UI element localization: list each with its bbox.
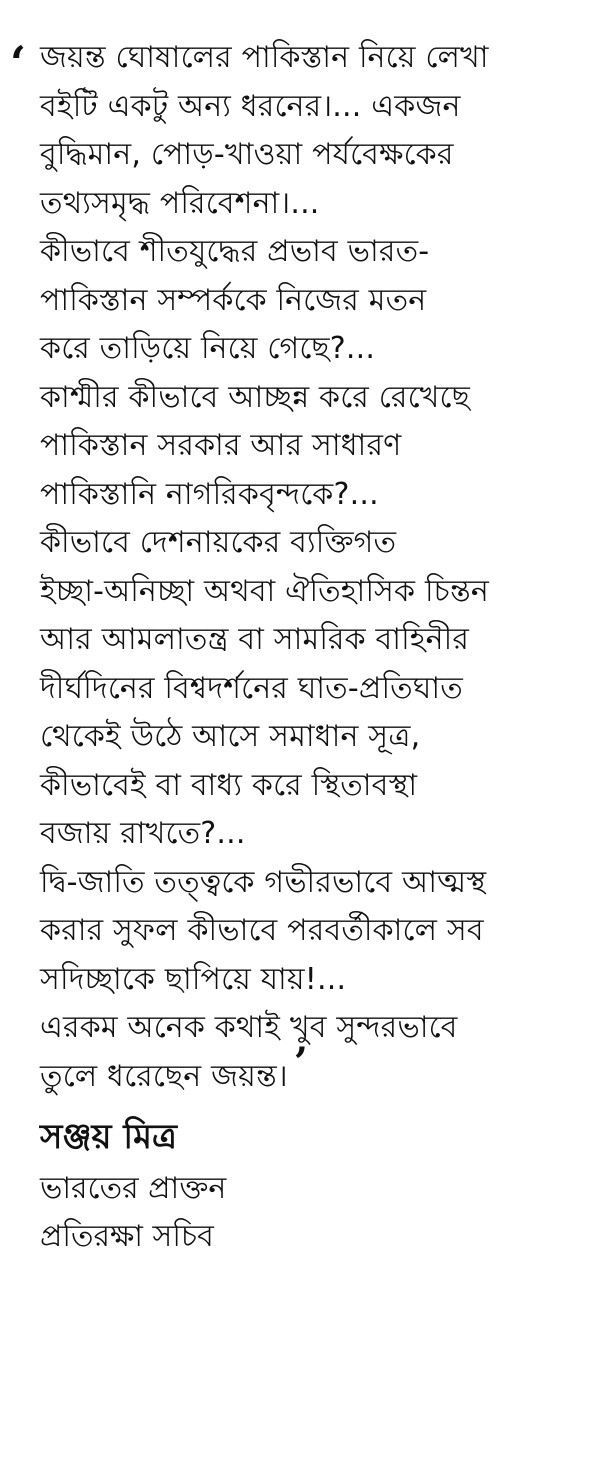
quote-line-6: পাকিস্তান সম্পর্ককে নিজের মতন (40, 282, 427, 318)
quote-line-13: আর আমলাতন্ত্র বা সামরিক বাহিনীর (40, 622, 470, 657)
author-role-line-2: প্রতিরক্ষা সচিব (40, 1219, 214, 1254)
quote-line-16: কীভাবেই বা বাধ্য করে স্থিতাবস্থা (40, 767, 418, 803)
quote-line-1: জয়ন্ত ঘোষালের পাকিস্তান নিয়ে লেখা (40, 40, 489, 75)
quote-line-17: বজায় রাখতে?... (40, 816, 246, 851)
quote-block (10, 34, 594, 1101)
author-name: সঞ্জয় মিত্র (40, 1117, 177, 1157)
quote-line-4: তথ্যসমৃদ্ধ পরিবেশনা।... (40, 185, 320, 221)
quote-line-11: কীভাবে দেশনায়কের ব্যক্তিগত (40, 525, 397, 560)
quote-line-12: ইচ্ছা-অনিচ্ছা অথবা ঐতিহাসিক চিন্তন (40, 573, 489, 609)
closing-quote-mark: ’ (293, 1038, 308, 1086)
quote-line-9: পাকিস্তান সরকার আর সাধারণ (40, 428, 402, 463)
quote-line-10: পাকিস্তানি নাগরিকবৃন্দকে?... (40, 476, 379, 512)
quote-line-3: বুদ্ধিমান, পোড়-খাওয়া পর্যবেক্ষকের (40, 137, 454, 172)
attribution (40, 1109, 594, 1261)
opening-quote-mark: ‘ (10, 36, 27, 90)
quote-line-5: কীভাবে শীতযুদ্ধের প্রভাব ভারত- (40, 234, 430, 269)
quote-line-20: সদিচ্ছাকে ছাপিয়ে যায়!... (40, 961, 347, 997)
quote-line-2: বইটি একটু অন্য ধরনের।... একজন (40, 88, 461, 124)
quote-line-8: কাশ্মীর কীভাবে আচ্ছন্ন করে রেখেছে (40, 379, 470, 415)
author-role-line-1: ভারতের প্রাক্তন (40, 1171, 227, 1206)
quote-line-22 (40, 1038, 594, 1102)
quote-line-14: দীর্ঘদিনের বিশ্বদর্শনের ঘাত-প্রতিঘাত (40, 670, 463, 706)
quote-line-19: করার সুফল কীভাবে পরবর্তীকালে সব (40, 913, 484, 948)
quote-line-21: এরকম অনেক কথাই খুব সুন্দরভাবে (40, 1010, 458, 1045)
quote-line-7: করে তাড়িয়ে নিয়ে গেছে?... (40, 331, 376, 366)
quote-line-22-text: তুলে ধরেছেন জয়ন্ত। (40, 1058, 288, 1094)
quote-line-18: দ্বি-জাতি তত্ত্বকে গভীরভাবে আত্মস্থ (40, 864, 487, 900)
quote-line-15: থেকেই উঠে আসে সমাধান সূত্র, (40, 719, 421, 754)
